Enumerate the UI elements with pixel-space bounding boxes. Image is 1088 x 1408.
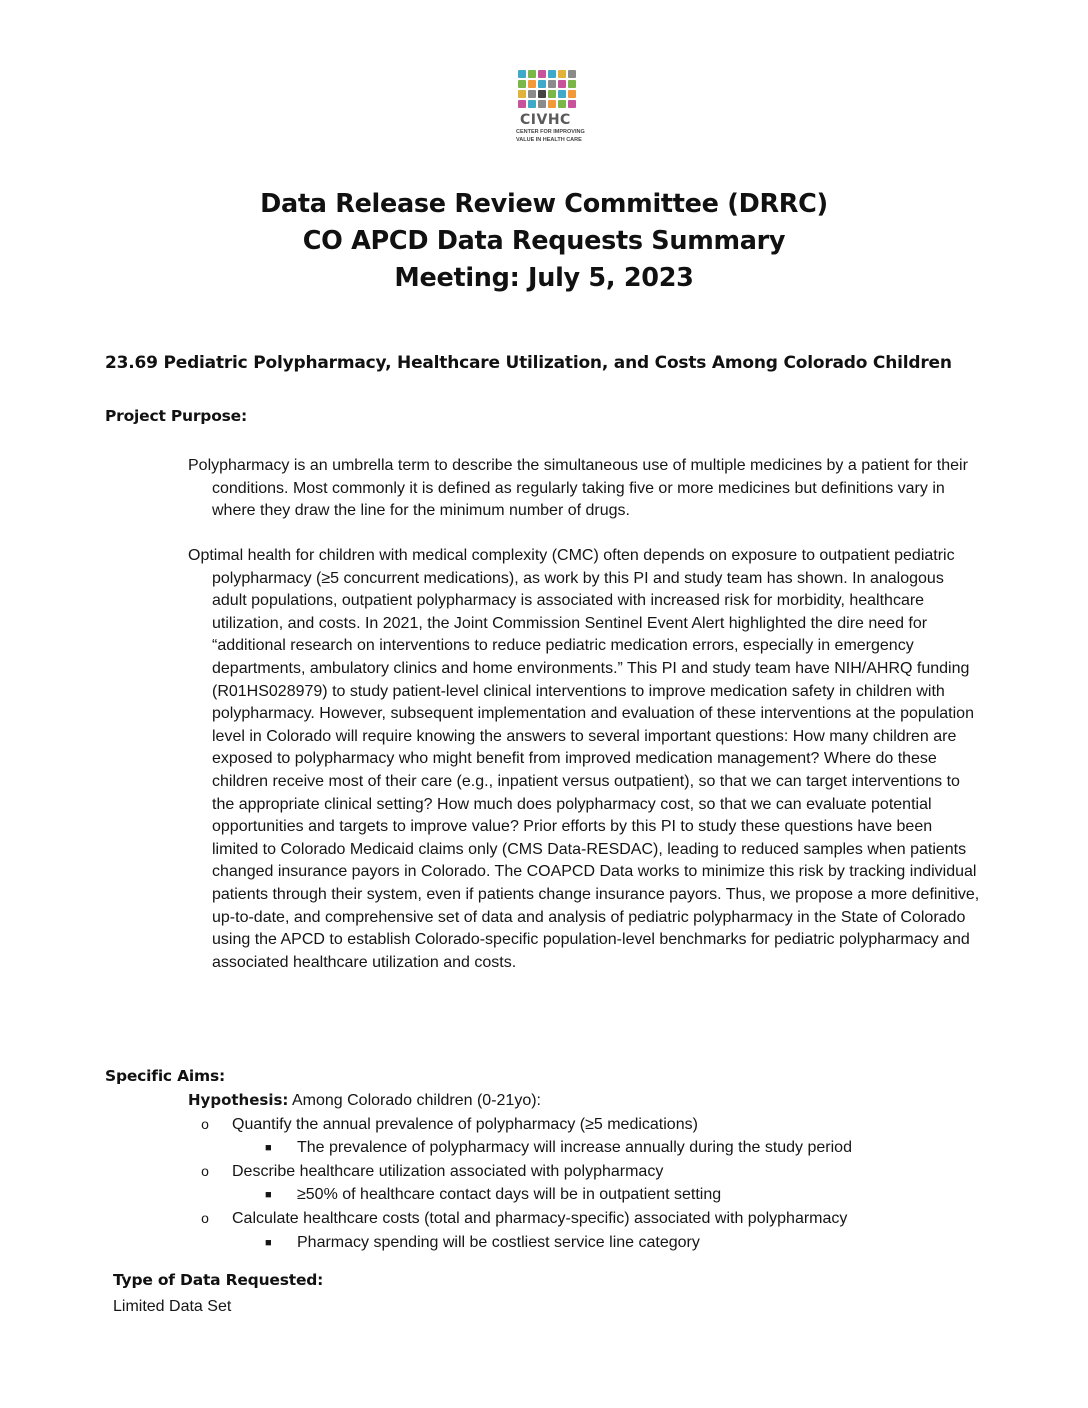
circle-bullet-icon: o bbox=[201, 1115, 209, 1132]
circle-bullet-icon: o bbox=[201, 1162, 209, 1179]
data-type-heading: Type of Data Requested: bbox=[113, 1271, 324, 1289]
list-item bbox=[188, 1231, 852, 1255]
square-bullet-icon: ■ bbox=[265, 1142, 272, 1155]
purpose-paragraph: Optimal health for children with medical complexity (CMC) often depends on exposure to outpatient pediatric polypharmacy (≥5 concurrent medications), as work by this PI and study team has shown. In analogous adult populations, outpatient polypharmacy is associated with increased risk for morbidity, healthcare utilization, and costs. In 2021, the Joint Commission Sentinel Event Alert highlighted the dire need for “additional research on interventions to reduce pediatric medication errors, especially in emergency departments, ambulatory clinics and home environments.” This PI and study team have NIH/AHRQ funding (R01HS028979) to study patient-level clinical interventions to improve medication safety in children with polypharmacy. However, subsequent implementation and evaluation of these interventions at the population level in Colorado will require knowing the answers to several important questions: How many children are exposed to polypharmacy who might benefit from improved medication management? Where do these children receive most of their care (e.g., inpatient versus outpatient), so that we can target interventions to the appropriate clinical setting? How much does polypharmacy cost, so that we can evaluate potential opportunities and targets to improve value? Prior efforts by this PI to study these questions have been limited to Colorado Medicaid claims only (CMS Data-RESDAC), leading to reduced samples when patients changed insurance payors in Colorado. The COAPCD Data works to minimize this risk by tracking individual patients through their system, even if patients change insurance payors. Thus, we propose a more definitive, up-to-date, and comprehensive set of data and analysis of pediatric polypharmacy in the State of Colorado using the APCD to establish Colorado-specific population-level benchmarks for pediatric polypharmacy and associated healthcare utilization and costs. bbox=[188, 547, 980, 971]
logo-mosaic bbox=[518, 70, 576, 108]
hypothesis-text: Among Colorado children (0-21yo): bbox=[288, 1092, 541, 1109]
list-item bbox=[188, 1113, 852, 1137]
list-item bbox=[188, 1183, 852, 1207]
aim-text: Describe healthcare utilization associated with polypharmacy bbox=[232, 1162, 664, 1180]
specific-aims-heading: Specific Aims: bbox=[105, 1067, 225, 1085]
hypothesis bbox=[188, 1089, 852, 1113]
aim-subtext: Pharmacy spending will be costliest service line category bbox=[297, 1233, 700, 1251]
aims-list bbox=[188, 1089, 852, 1254]
data-type-value: Limited Data Set bbox=[113, 1298, 232, 1315]
document-title bbox=[0, 186, 1088, 297]
list-item bbox=[188, 1207, 852, 1231]
square-bullet-icon: ■ bbox=[265, 1189, 272, 1202]
aim-text: Calculate healthcare costs (total and pharmacy-specific) associated with polypharmacy bbox=[232, 1209, 848, 1227]
purpose-paragraph: Polypharmacy is an umbrella term to describe the simultaneous use of multiple medicines by a patient for their conditions. Most commonly it is defined as regularly taking five or more medicines but definitions vary in where they draw the line for the minimum number of drugs. bbox=[188, 457, 968, 520]
civhc-logo bbox=[516, 70, 585, 144]
logo-tagline-2: VALUE IN HEALTH CARE bbox=[516, 137, 582, 143]
hypothesis-label: Hypothesis: bbox=[188, 1091, 289, 1109]
title-line-2: CO APCD Data Requests Summary bbox=[302, 226, 786, 256]
logo-tagline-1: CENTER FOR IMPROVING bbox=[516, 129, 585, 135]
list-item bbox=[188, 1160, 852, 1184]
square-bullet-icon: ■ bbox=[265, 1236, 272, 1249]
aim-text: Quantify the annual prevalence of polypharmacy (≥5 medications) bbox=[232, 1115, 698, 1133]
list-item bbox=[188, 1136, 852, 1160]
project-purpose-heading: Project Purpose: bbox=[105, 407, 247, 425]
title-line-3: Meeting: July 5, 2023 bbox=[394, 263, 694, 293]
title-line-1: Data Release Review Committee (DRRC) bbox=[260, 189, 828, 219]
project-title: 23.69 Pediatric Polypharmacy, Healthcare Utilization, and Costs Among Colorado Children bbox=[105, 353, 952, 373]
aim-subtext: ≥50% of healthcare contact days will be in outpatient setting bbox=[297, 1186, 722, 1204]
aim-subtext: The prevalence of polypharmacy will increase annually during the study period bbox=[297, 1139, 852, 1157]
logo-word: CIVHC bbox=[520, 112, 571, 128]
circle-bullet-icon: o bbox=[201, 1209, 209, 1226]
